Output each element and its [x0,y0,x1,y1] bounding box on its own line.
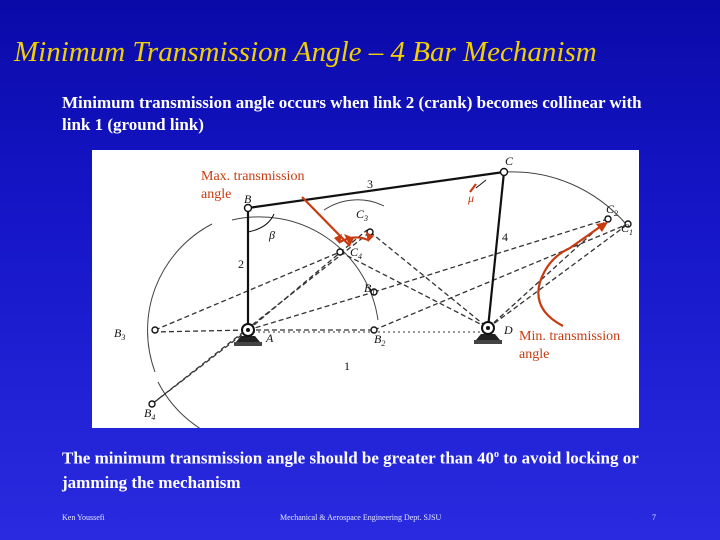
ground-support-d [474,322,502,344]
joint-b3 [152,327,158,333]
label-link-2: 2 [238,257,244,271]
mechanism-figure [92,150,639,428]
min-transmission-note: Min. transmission angle [519,329,621,362]
closing-text: The minimum transmission angle should be greater than 40$^o$ to avoid locking or jamming the mechanism [62,448,639,492]
dashed-link-b3-a [153,330,248,332]
dashed-link-d-c1 [488,224,628,328]
mu-angle-tick [476,180,486,188]
label-c1: $C_1$ [621,221,634,237]
footer-page-number: 7 [652,513,656,522]
intro-text: Minimum transmission angle occurs when link 2 (crank) becomes collinear with link 1 (ground link) [62,93,642,134]
label-b: B [244,192,252,206]
label-c4: $C_4$ [350,245,363,261]
mechanism-diagram [92,150,639,428]
label-mu: μ [468,191,475,205]
label-b2: $B_2$ [374,332,386,348]
crank-circle-arc-left [148,224,212,372]
label-c3: $C_3$ [356,207,369,223]
joint-c [501,169,508,176]
dashed-link-b2-c1 [374,224,628,330]
slide-title: Minimum Transmission Angle – 4 Bar Mechanism [14,36,597,68]
dashed-link-a-b1 [248,292,374,330]
label-b4: $B_4$ [144,406,156,422]
dashed-link-c3-d [370,232,488,328]
coupler-arc [324,200,384,210]
link-4-rocker [488,172,504,328]
dashed-link-b1-c2 [374,219,608,292]
label-beta: β [269,228,275,242]
joint-c2 [605,216,611,222]
footer-author: Ken Youssefi [62,513,105,522]
joint-c4 [337,249,343,255]
label-link-4: 4 [502,230,508,244]
label-b3: $B_3$ [114,326,126,342]
max-angle-pointer [302,197,350,246]
crank-circle-arc-right [232,217,378,320]
label-c: C [505,154,514,168]
label-b1: $B_1$ [364,281,376,297]
min-arrowhead [596,222,608,232]
label-link-3: 3 [367,177,373,191]
label-c2: $C_2$ [606,202,619,218]
label-d: D [504,323,513,337]
max-transmission-note: Max. transmission angle [201,169,305,202]
label-link-1: 1 [344,359,350,373]
footer-department: Mechanical & Aerospace Engineering Dept. SJSU [280,513,442,522]
label-a: A [266,331,274,345]
